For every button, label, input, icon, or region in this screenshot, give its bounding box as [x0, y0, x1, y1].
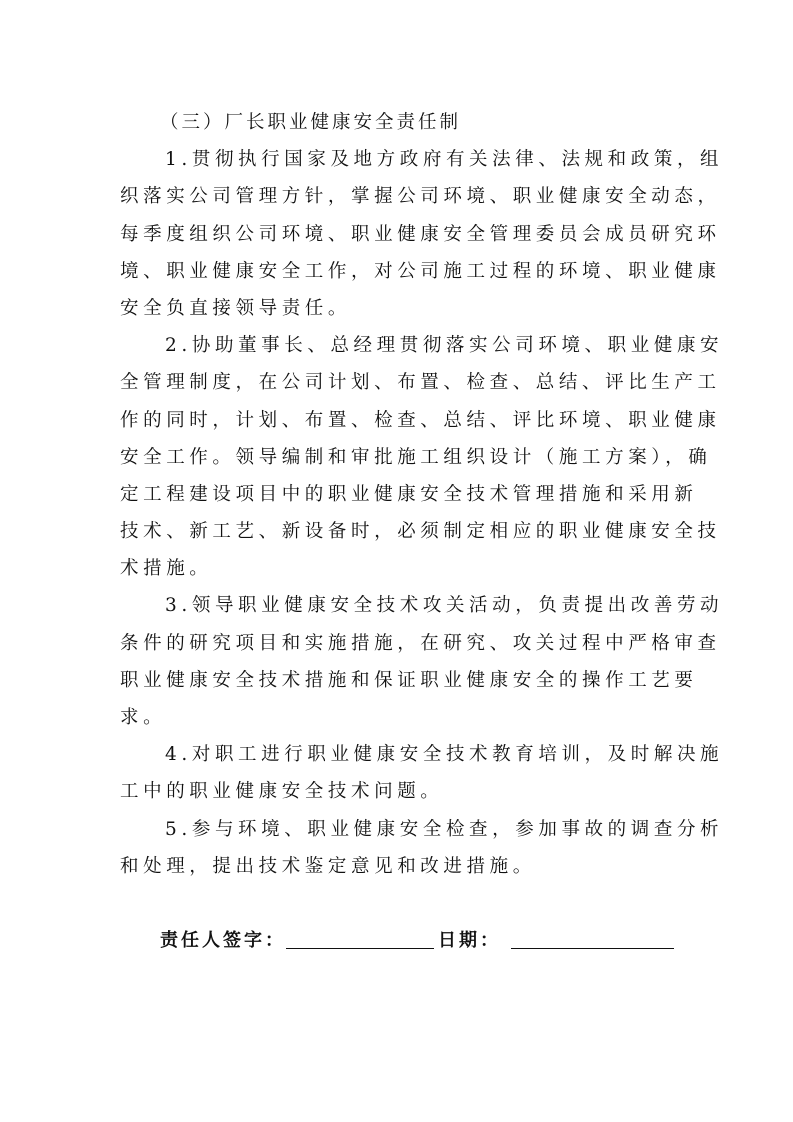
paragraph-4-line-2: 工中的职业健康安全技术问题。: [120, 781, 444, 803]
paragraph-3-line-2: 条件的研究项目和实施措施，在研究、攻关过程中严格审查: [120, 632, 721, 654]
paragraph-2-line-5: 定工程建设项目中的职业健康安全技术管理措施和采用新: [120, 483, 698, 505]
paragraph-2-line-3: 作的同时，计划、布置、检查、总结、评比环境、职业健康: [120, 409, 721, 431]
signature-row: [160, 922, 680, 962]
paragraph-1-line-3: 每季度组织公司环境、职业健康安全管理委员会成员研究环: [120, 223, 721, 245]
paragraph-3-line-4: 求。: [120, 707, 167, 728]
paragraph-5-line-1: 5.参与环境、职业健康安全检查，参加事故的调查分析: [165, 818, 724, 840]
paragraph-2-line-7: 术措施。: [120, 558, 213, 580]
paragraph-1-line-4: 境、职业健康安全工作，对公司施工过程的环境、职业健康: [120, 260, 721, 282]
paragraph-2-line-4: 安全工作。领导编制和审批施工组织设计（施工方案），确: [120, 446, 712, 468]
signer-label: 责任人签字：: [160, 930, 286, 951]
paragraph-2-line-1: 2.协助董事长、总经理贯彻落实公司环境、职业健康安: [165, 335, 724, 357]
paragraph-2-line-6: 技术、新工艺、新设备时，必须制定相应的职业健康安全技: [120, 521, 721, 543]
paragraph-4-line-1: 4.对职工进行职业健康安全技术教育培训，及时解决施: [165, 744, 724, 766]
date-label: 日期：: [438, 930, 501, 951]
paragraph-3-line-3: 职业健康安全技术措施和保证职业健康安全的操作工艺要: [120, 669, 698, 691]
date-field[interactable]: [511, 948, 674, 949]
paragraph-2-line-2: 全管理制度，在公司计划、布置、检查、总结、评比生产工: [120, 372, 721, 394]
signer-signature-field[interactable]: [286, 948, 434, 949]
paragraph-1-line-2: 织落实公司管理方针，掌握公司环境、职业健康安全动态，: [120, 186, 721, 208]
paragraph-5-line-2: 和处理，提出技术鉴定意见和改进措施。: [120, 855, 536, 877]
section-title: （三）厂长职业健康安全责任制: [160, 112, 462, 133]
paragraph-1-line-5: 安全负直接领导责任。: [120, 297, 352, 319]
document-body: [120, 104, 724, 885]
paragraph-3-line-1: 3.领导职业健康安全技术攻关活动，负责提出改善劳动: [165, 595, 724, 617]
paragraph-1-line-1: 1.贯彻执行国家及地方政府有关法律、法规和政策，组: [165, 149, 724, 171]
